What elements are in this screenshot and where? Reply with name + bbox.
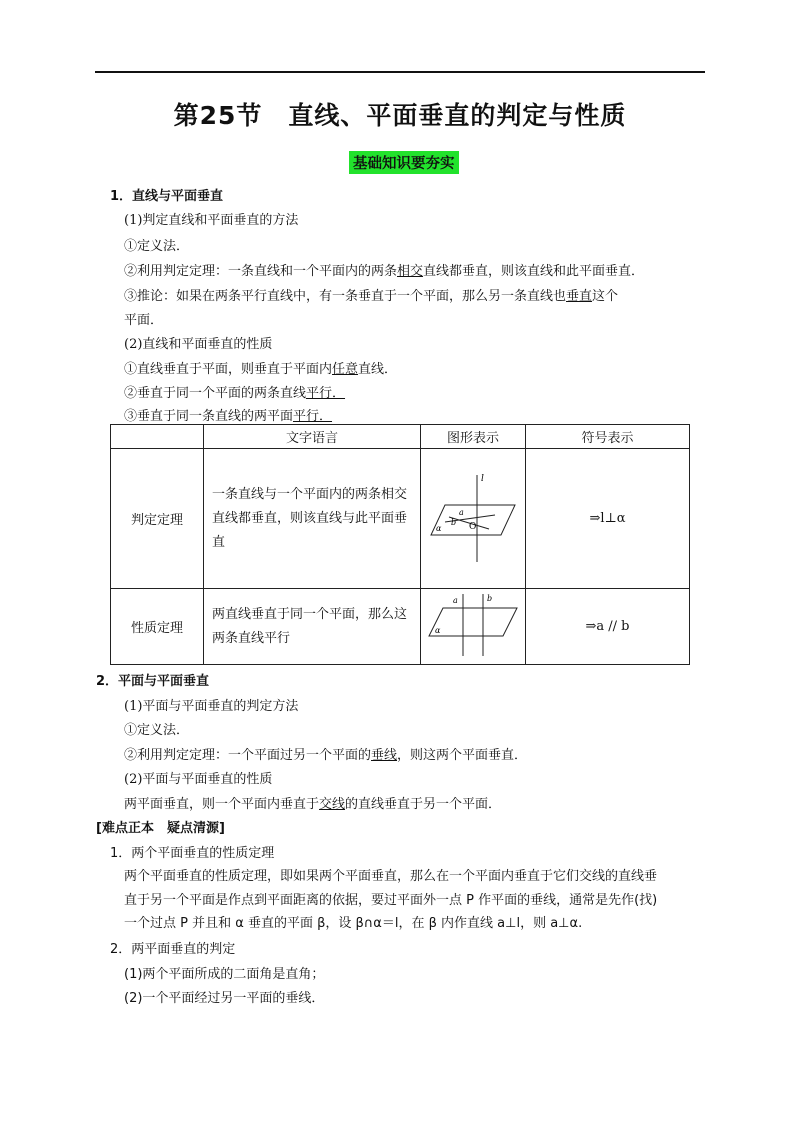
label-alpha: α [435, 625, 441, 635]
s2-sub2: (2)平面与平面垂直的性质 [124, 772, 273, 787]
s1-sub2: (2)直线和平面垂直的性质 [124, 337, 273, 352]
row-name: 性质定理 [111, 589, 204, 665]
s2-heading: 2．平面与平面垂直 [96, 674, 210, 689]
table-header: 图形表示 [421, 425, 526, 449]
plane-alpha [429, 608, 517, 636]
s2-line3: 两平面垂直，则一个平面内垂直于交线的直线垂直于另一个平面． [124, 797, 502, 812]
s3-p2: 直于另一个平面是作点到平面距离的依据，要过平面外一点 P 作平面的垂线，通常是先作(找) [124, 893, 658, 908]
label-O: O [469, 521, 477, 532]
top-rule [95, 71, 705, 73]
s1-line5: ②垂直于同一个平面的两条直线平行． [124, 386, 346, 401]
row-text: 一条直线与一个平面内的两条相交直线都垂直，则该直线与此平面垂直 [204, 449, 421, 589]
s1-line1: ①定义法． [124, 239, 190, 254]
table-header-row [111, 425, 690, 449]
label-alpha: α [436, 523, 442, 533]
row-symbol: ⇒a // b [526, 589, 690, 665]
s1-line4: ①直线垂直于平面，则垂直于平面内任意直线． [124, 362, 398, 377]
s2-sub1: (1)平面与平面垂直的判定方法 [124, 699, 299, 714]
s3-q2: (2)一个平面经过另一平面的垂线． [124, 991, 325, 1006]
section-banner: 基础知识要夯实 [349, 151, 459, 174]
table-row [111, 589, 690, 665]
s3-h1: 1．两个平面垂直的性质定理 [110, 846, 275, 861]
label-a: a [453, 595, 458, 605]
s1-sub1: (1)判定直线和平面垂直的方法 [124, 213, 299, 228]
label-b: b [451, 517, 457, 527]
table-header: 符号表示 [526, 425, 690, 449]
s2-line2: ②利用判定定理：一个平面过另一个平面的垂线，则这两个平面垂直． [124, 748, 528, 763]
s1-line2: ②利用判定定理：一条直线和一个平面内的两条相交直线都垂直，则该直线和此平面垂直． [124, 264, 645, 279]
parallel-lines-figure [423, 590, 523, 660]
row-text: 两直线垂直于同一个平面，那么这两条直线平行 [204, 589, 421, 665]
s3-q1: (1)两个平面所成的二面角是直角； [124, 967, 325, 982]
s1-line6: ③垂直于同一条直线的两平面平行． [124, 409, 333, 424]
page-title: 第25节 直线、平面垂直的判定与性质 [173, 101, 627, 130]
s3-p3: 一个过点 P 并且和 α 垂直的平面 β，设 β∩α＝l，在 β 内作直线 a⊥l，则 a⊥α. [124, 916, 583, 931]
figure-cell [421, 589, 526, 665]
s3-p1: 两个平面垂直的性质定理，即如果两个平面垂直，那么在一个平面内垂直于它们交线的直线垂 [124, 869, 658, 884]
theorem-table [110, 424, 690, 665]
label-a: a [459, 507, 464, 517]
s3-heading: [难点正本 疑点清源] [96, 821, 225, 836]
figure-cell [421, 449, 526, 589]
s1-heading: 1．直线与平面垂直 [110, 189, 224, 204]
row-name: 判定定理 [111, 449, 204, 589]
table-header: 文字语言 [204, 425, 421, 449]
label-b: b [487, 593, 493, 603]
label-l: l [481, 473, 484, 484]
table-header [111, 425, 204, 449]
s2-line1: ①定义法． [124, 723, 190, 738]
s1-line3: ③推论：如果在两条平行直线中，有一条垂直于一个平面，那么另一条直线也垂直这个 [124, 289, 619, 304]
row-symbol: ⇒l⊥α [526, 449, 690, 589]
table-row [111, 449, 690, 589]
s1-line3-cont: 平面． [124, 313, 164, 328]
s3-h2: 2．两平面垂直的判定 [110, 942, 236, 957]
line-plane-perpendicular-figure [423, 467, 523, 567]
